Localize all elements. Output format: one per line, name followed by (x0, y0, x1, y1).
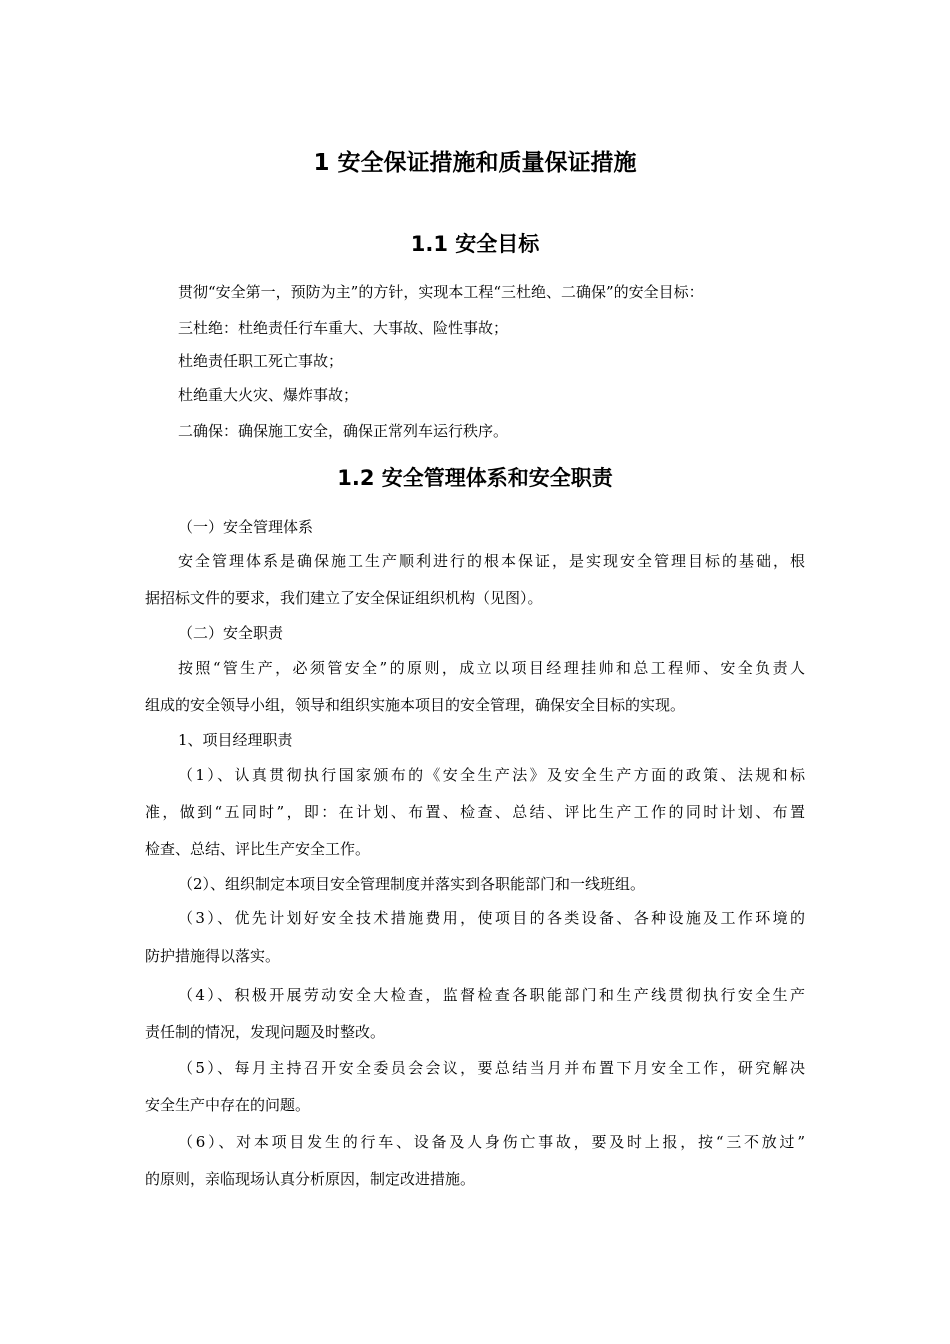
list-item-duty-5: （5）、每月主持召开安全委员会会议，要总结当月并布置下月安全工作，研究解决 (178, 1059, 805, 1077)
list-item-duty-1: 准，做到“五同时”，即：在计划、布置、检查、总结、评比生产工作的同时计划、布置 (145, 803, 805, 821)
list-item-eliminate-fire: 杜绝重大火灾、爆炸事故； (178, 386, 359, 404)
subheading-management-system: （一）安全管理体系 (178, 518, 314, 536)
list-item-duty-2: （2）、组织制定本项目安全管理制度并落实到各职能部门和一线班组。 (178, 875, 646, 893)
list-item-duty-3: （3）、优先计划好安全技术措施费用，使项目的各类设备、各种设施及工作环境的 (178, 909, 805, 927)
document-title: 1 安全保证措施和质量保证措施 (313, 150, 637, 176)
list-item-duty-4: 责任制的情况，发现问题及时整改。 (145, 1023, 386, 1041)
list-item-duty-4: （4）、积极开展劳动安全大检查，监督检查各职能部门和生产线贯彻执行安全生产 (178, 986, 805, 1004)
list-item-duty-1: （1）、认真贯彻执行国家颁布的《安全生产法》及安全生产方面的政策、法规和标 (178, 766, 805, 784)
list-item-duty-6: 的原则，亲临现场认真分析原因，制定改进措施。 (145, 1170, 476, 1188)
list-item-three-eliminations: 三杜绝：杜绝责任行车重大、大事故、险性事故； (178, 319, 509, 337)
subheading-pm-duties: 1、项目经理职责 (178, 731, 293, 749)
paragraph-line: 安全管理体系是确保施工生产顺利进行的根本保证，是实现安全管理目标的基础，根 (178, 552, 805, 570)
paragraph-safety-goal: 贯彻“安全第一，预防为主”的方针，实现本工程“三杜绝、二确保”的安全目标： (178, 283, 704, 301)
list-item-duty-6: （6）、对本项目发生的行车、设备及人身伤亡事故，要及时上报，按“三不放过” (178, 1133, 805, 1151)
paragraph-line: 按照“管生产，必须管安全”的原则，成立以项目经理挂帅和总工程师、安全负责人 (178, 659, 805, 677)
paragraph-line: 组成的安全领导小组，领导和组织实施本项目的安全管理，确保安全目标的实现。 (145, 696, 686, 714)
heading-1-2: 1.2 安全管理体系和安全职责 (337, 466, 613, 490)
list-item-duty-3: 防护措施得以落实。 (145, 947, 281, 965)
subheading-responsibilities: （二）安全职责 (178, 624, 284, 642)
list-item-eliminate-staff-death: 杜绝责任职工死亡事故； (178, 352, 344, 370)
list-item-two-guarantees: 二确保：确保施工安全，确保正常列车运行秩序。 (178, 422, 509, 440)
list-item-duty-5: 安全生产中存在的问题。 (145, 1096, 311, 1114)
heading-1-1: 1.1 安全目标 (410, 232, 540, 256)
paragraph-line: 据招标文件的要求，我们建立了安全保证组织机构（见图）。 (145, 589, 543, 607)
list-item-duty-1: 检查、总结、评比生产安全工作。 (145, 840, 371, 858)
